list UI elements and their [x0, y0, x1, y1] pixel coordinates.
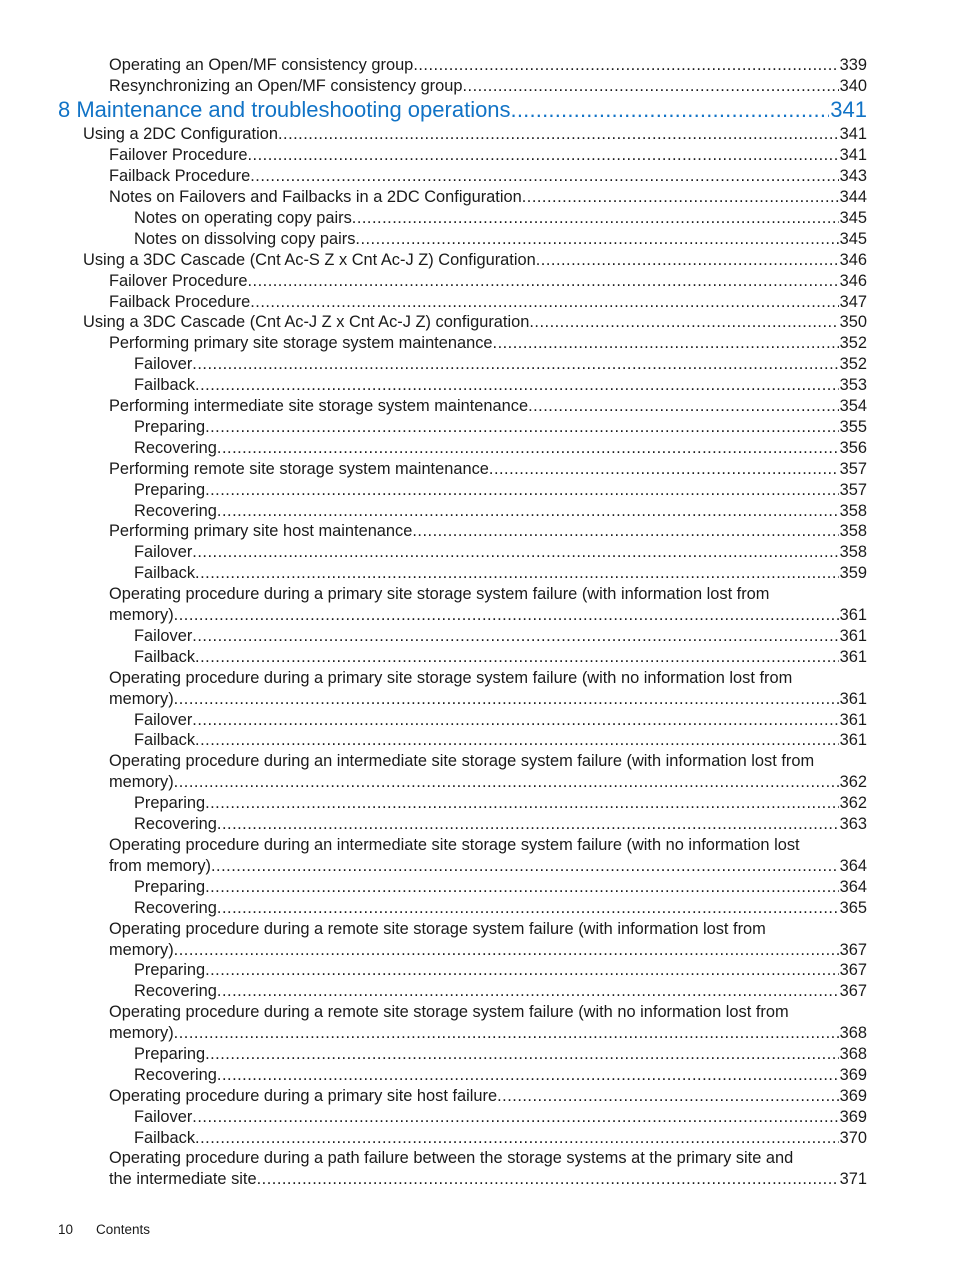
toc-entry-row — [134, 898, 867, 919]
toc-entry[interactable] — [109, 187, 867, 208]
dot-leader — [217, 898, 839, 919]
dot-leader — [195, 730, 839, 751]
toc-entry-title: Performing intermediate site storage system maintenance — [109, 397, 529, 415]
dot-leader — [174, 1023, 839, 1044]
toc-page-number: 341 — [839, 146, 867, 165]
toc-entry-row — [134, 730, 867, 751]
dot-leader — [217, 814, 839, 835]
toc-entry[interactable] — [134, 1107, 867, 1128]
toc-entry-row — [109, 689, 867, 710]
dot-leader — [205, 793, 839, 814]
toc-entry-row — [134, 208, 867, 229]
toc-page-number: 345 — [839, 229, 867, 248]
toc-page-number: 345 — [839, 208, 867, 227]
toc-entry-title: Failback — [134, 1128, 196, 1147]
toc-entry[interactable] — [83, 124, 867, 145]
toc-entry[interactable] — [134, 438, 867, 459]
dot-leader — [497, 1086, 839, 1107]
toc-entry-row — [109, 605, 867, 626]
dot-leader — [536, 250, 839, 271]
toc-entry[interactable] — [109, 835, 867, 877]
toc-entry[interactable] — [109, 521, 867, 542]
toc-entry-row — [134, 960, 867, 981]
toc-entry-title: Using a 3DC Cascade (Cnt Ac-J Z x Cnt Ac-J Z) configuration — [83, 313, 530, 332]
toc-entry[interactable] — [134, 730, 867, 751]
toc-entry-title: Failback — [134, 376, 196, 395]
toc-entry-title-line: Operating procedure during a remote site storage system failure (with information lost from — [109, 919, 766, 938]
toc-entry-row — [58, 96, 867, 124]
toc-entry[interactable] — [134, 563, 867, 584]
dot-leader — [174, 689, 839, 710]
toc-entry[interactable] — [134, 1065, 867, 1086]
toc-page-number: 343 — [839, 167, 867, 186]
toc-entry-title: memory) — [109, 606, 174, 625]
toc-entry-title: Preparing — [134, 417, 206, 436]
toc-entry[interactable] — [134, 710, 867, 731]
toc-entry[interactable] — [134, 229, 867, 250]
toc-entry-title: Preparing — [134, 961, 206, 980]
toc-page-number: 365 — [839, 898, 867, 917]
toc-page-number: 368 — [839, 1024, 867, 1043]
toc-entry-title: Recovering — [134, 815, 217, 833]
dot-leader — [217, 1065, 839, 1086]
toc-entry-row — [109, 166, 867, 187]
dot-leader — [412, 521, 838, 542]
toc-page-number: 361 — [839, 606, 867, 625]
toc-entry-title: Failover — [134, 543, 193, 562]
toc-entry-title: Operating procedure during a primary site host failure — [109, 1086, 498, 1105]
toc-entry-title: Preparing — [134, 877, 206, 896]
toc-page-number: 367 — [839, 982, 867, 1001]
dot-leader — [205, 480, 839, 501]
dot-leader — [247, 145, 838, 166]
toc-entry-title: the intermediate site — [109, 1170, 257, 1189]
toc-page-number: 368 — [839, 1044, 867, 1063]
toc-entry-title: Failover — [134, 626, 193, 645]
toc-entry-row — [134, 626, 867, 647]
toc-entry-title: Failback — [134, 731, 196, 750]
dot-leader — [192, 626, 838, 647]
toc-entry-title: Recovering — [134, 501, 217, 520]
toc-entry[interactable] — [109, 145, 867, 166]
toc-entry[interactable] — [109, 333, 867, 354]
toc-page-number: 353 — [839, 376, 867, 395]
toc-entry-title: Notes on dissolving copy pairs — [134, 229, 356, 248]
toc-entry-title: memory) — [109, 689, 174, 708]
toc-entry-row — [109, 772, 867, 793]
toc-entry[interactable] — [109, 1148, 867, 1190]
toc-entry[interactable] — [134, 877, 867, 898]
dot-leader — [247, 271, 838, 292]
toc-entry[interactable] — [109, 292, 867, 313]
toc-page-number: 361 — [839, 626, 867, 645]
toc-entry[interactable] — [83, 312, 867, 333]
toc-entry-row — [134, 981, 867, 1002]
toc-page-number: 341 — [839, 125, 867, 144]
dot-leader — [211, 856, 839, 877]
toc-page-number: 357 — [839, 459, 867, 478]
toc-page-number: 361 — [839, 689, 867, 708]
toc-entry-title: Preparing — [134, 480, 206, 499]
toc-entry[interactable] — [134, 542, 867, 563]
dot-leader — [489, 459, 839, 480]
toc-entry-row — [134, 542, 867, 563]
toc-entry-title: Failback — [134, 564, 196, 583]
dot-leader — [195, 563, 839, 584]
toc-entry-row — [134, 647, 867, 668]
footer-section-label: Contents — [96, 1222, 151, 1237]
toc-entry[interactable] — [109, 668, 867, 710]
toc-entry-row — [134, 710, 867, 731]
toc-entry-row — [109, 459, 867, 480]
page-footer — [58, 1222, 150, 1237]
toc-entry-title: Failover Procedure — [109, 146, 248, 165]
toc-entry-title: Performing primary site storage system maintenance — [109, 334, 493, 353]
toc-entry-row — [109, 333, 867, 354]
toc-entry-title: Resynchronizing an Open/MF consistency group — [109, 76, 463, 95]
toc-entry-row — [109, 292, 867, 313]
toc-entry-row — [109, 1086, 867, 1107]
toc-entry-row — [134, 375, 867, 396]
dot-leader — [528, 396, 839, 417]
toc-entry[interactable] — [134, 793, 867, 814]
dot-leader — [174, 940, 839, 961]
toc-entry-title: Failback Procedure — [109, 292, 251, 311]
dot-leader — [174, 605, 839, 626]
toc-entry-row — [109, 271, 867, 292]
dot-leader — [493, 333, 839, 354]
toc-entry-row — [109, 55, 867, 76]
toc-page-number: 352 — [839, 334, 867, 353]
dot-leader — [250, 292, 838, 313]
toc-entry-title-line: Operating procedure during a primary site storage system failure (with no information lost from — [109, 668, 793, 687]
toc-entry-title-line: Operating procedure during a path failure between the storage systems at the primary site and — [109, 1149, 794, 1168]
toc-page-number: 344 — [839, 188, 867, 206]
toc-entry[interactable] — [134, 375, 867, 396]
toc-entry[interactable] — [109, 751, 867, 793]
toc-page-number: 369 — [839, 1107, 867, 1126]
toc-entry[interactable] — [109, 271, 867, 292]
toc-entry[interactable] — [109, 1086, 867, 1107]
toc-entry-row — [109, 396, 867, 417]
toc-entry-title: Performing primary site host maintenance — [109, 522, 413, 541]
toc-page-number: 346 — [839, 271, 867, 290]
toc-entry-title: Performing remote site storage system maintenance — [109, 459, 489, 478]
toc-entry-row — [109, 76, 867, 97]
toc-entry-row — [134, 1107, 867, 1128]
dot-leader — [192, 1107, 838, 1128]
toc-page-number: 352 — [839, 355, 867, 374]
toc-entry-row — [134, 229, 867, 250]
toc-entry-title-line: Operating procedure during an intermediate site storage system failure (with no information lost — [109, 835, 800, 854]
toc-entry-row — [134, 501, 867, 522]
toc-entry[interactable] — [109, 55, 867, 76]
toc-entry-row — [134, 814, 867, 835]
toc-entry-row — [83, 312, 867, 333]
toc-entry-title: Failback — [134, 647, 196, 666]
toc-page-number: 362 — [839, 794, 867, 813]
dot-leader — [355, 229, 838, 250]
toc-page-number: 341 — [830, 96, 867, 122]
toc-page-number: 347 — [839, 292, 867, 311]
dot-leader — [205, 960, 839, 981]
toc-page-number: 357 — [839, 480, 867, 499]
dot-leader — [217, 501, 839, 522]
toc-entry-row — [83, 124, 867, 145]
toc-entry-title: Failover — [134, 710, 193, 729]
toc-entry[interactable] — [109, 919, 867, 961]
dot-leader — [205, 877, 839, 898]
toc-page-number: 339 — [839, 56, 867, 74]
toc-entry-row — [134, 1044, 867, 1065]
toc-page-number: 369 — [839, 1065, 867, 1084]
toc-entry-row — [109, 856, 867, 877]
toc-entry[interactable] — [109, 1002, 867, 1044]
toc-entry-title: Notes on Failovers and Failbacks in a 2DC Configuration — [109, 188, 522, 206]
toc-page-number: 358 — [839, 543, 867, 562]
toc-entry-row — [134, 1065, 867, 1086]
toc-entry[interactable] — [109, 76, 867, 97]
toc-entry-title: Recovering — [134, 1065, 217, 1084]
toc-entry-title: Preparing — [134, 794, 206, 813]
toc-page-number: 361 — [839, 710, 867, 729]
dot-leader — [278, 124, 839, 145]
toc-entry-title: Recovering — [134, 438, 217, 457]
toc-page-number: 362 — [839, 773, 867, 792]
toc-entry[interactable] — [134, 1128, 867, 1149]
toc-entry-row — [134, 438, 867, 459]
toc-page-number: 371 — [839, 1170, 867, 1189]
toc-entry-title-line: Operating procedure during a remote site storage system failure (with no information lost from — [109, 1003, 789, 1022]
toc-page-number: 356 — [839, 438, 867, 457]
toc-entry[interactable] — [134, 814, 867, 835]
toc-entry[interactable] — [134, 647, 867, 668]
dot-leader — [250, 166, 838, 187]
toc-page-number: 367 — [839, 940, 867, 959]
dot-leader — [352, 208, 839, 229]
toc-entry-title: Failover — [134, 355, 193, 374]
toc-entry-title: 8 Maintenance and troubleshooting operations — [58, 96, 511, 122]
toc-entry[interactable] — [134, 501, 867, 522]
toc-entry-row — [83, 250, 867, 271]
toc-entry[interactable] — [109, 166, 867, 187]
toc-chapter-entry[interactable] — [58, 96, 867, 124]
dot-leader — [413, 55, 838, 76]
toc-page-number: 369 — [839, 1086, 867, 1105]
toc-entry-title: Failover — [134, 1107, 193, 1126]
dot-leader — [463, 76, 839, 97]
toc-entry-row — [109, 940, 867, 961]
toc-page-number: 364 — [839, 877, 867, 896]
toc-entry-row — [134, 563, 867, 584]
toc-entry-title: Notes on operating copy pairs — [134, 208, 352, 227]
dot-leader — [529, 312, 838, 333]
toc-entry[interactable] — [134, 981, 867, 1002]
toc-entry-title: Using a 3DC Cascade (Cnt Ac-S Z x Cnt Ac-J Z) Configuration — [83, 250, 536, 269]
toc-entry[interactable] — [134, 960, 867, 981]
toc-entry-row — [109, 187, 867, 208]
toc-entry-row — [134, 354, 867, 375]
dot-leader — [205, 417, 839, 438]
dot-leader — [257, 1169, 839, 1190]
toc-entry-title: Preparing — [134, 1044, 206, 1063]
toc-entry[interactable] — [134, 480, 867, 501]
toc-entry-row — [109, 1023, 867, 1044]
dot-leader — [205, 1044, 839, 1065]
toc-entry-title: memory) — [109, 940, 174, 959]
toc-entry-row — [109, 1169, 867, 1190]
toc-entry-title: memory) — [109, 773, 174, 792]
dot-leader — [195, 647, 839, 668]
toc-entry-row — [134, 480, 867, 501]
dot-leader — [217, 438, 839, 459]
dot-leader — [192, 542, 838, 563]
toc-entry-row — [134, 793, 867, 814]
toc-page-number: 361 — [839, 647, 867, 666]
dot-leader — [192, 710, 838, 731]
toc-page-number: 361 — [839, 731, 867, 750]
toc-entry[interactable] — [109, 459, 867, 480]
toc-entry-row — [134, 417, 867, 438]
dot-leader — [174, 772, 839, 793]
toc-entry-row — [134, 877, 867, 898]
toc-entry-title: Using a 2DC Configuration — [83, 125, 278, 144]
toc-entry[interactable] — [134, 1044, 867, 1065]
toc-entry-title: Recovering — [134, 898, 217, 917]
dot-leader — [522, 187, 839, 208]
toc-entry-title-line: Operating procedure during an intermediate site storage system failure (with information lost from — [109, 752, 815, 771]
toc-entry[interactable] — [109, 584, 867, 626]
toc-entry[interactable] — [134, 898, 867, 919]
toc-entry[interactable] — [134, 354, 867, 375]
toc-entry[interactable] — [134, 626, 867, 647]
toc-entry-title: Recovering — [134, 982, 217, 1001]
toc-entry-row — [109, 145, 867, 166]
toc-entry[interactable] — [134, 417, 867, 438]
toc-entry[interactable] — [83, 250, 867, 271]
toc-page-number: 350 — [839, 313, 867, 332]
toc-entry-title: Failback Procedure — [109, 167, 251, 186]
toc-page-number: 346 — [839, 250, 867, 269]
toc-page-number: 355 — [839, 417, 867, 436]
toc-page-number: 358 — [839, 501, 867, 520]
footer-page-number: 10 — [58, 1222, 74, 1237]
toc-entry-title-line: Operating procedure during a primary site storage system failure (with information lost from — [109, 585, 770, 604]
toc-page-number: 354 — [839, 397, 867, 415]
toc-entry-title: Operating an Open/MF consistency group — [109, 56, 414, 74]
dot-leader — [192, 354, 838, 375]
toc-page-number: 359 — [839, 564, 867, 583]
toc-page-number: 363 — [839, 815, 867, 833]
dot-leader — [511, 96, 830, 124]
dot-leader — [195, 1128, 839, 1149]
toc-page-number: 367 — [839, 961, 867, 980]
dot-leader — [195, 375, 839, 396]
toc-entry-row — [134, 1128, 867, 1149]
toc-entry[interactable] — [109, 396, 867, 417]
dot-leader — [217, 981, 839, 1002]
toc-entry-title: memory) — [109, 1024, 174, 1043]
toc-page-number: 370 — [839, 1128, 867, 1147]
toc-entry-title: Failover Procedure — [109, 271, 248, 290]
toc-page-number: 358 — [839, 522, 867, 541]
toc-entry[interactable] — [134, 208, 867, 229]
toc-page-number: 364 — [839, 856, 867, 875]
toc-page-number: 340 — [839, 76, 867, 95]
toc-entry-row — [109, 521, 867, 542]
toc-entry-title: from memory) — [109, 856, 211, 875]
